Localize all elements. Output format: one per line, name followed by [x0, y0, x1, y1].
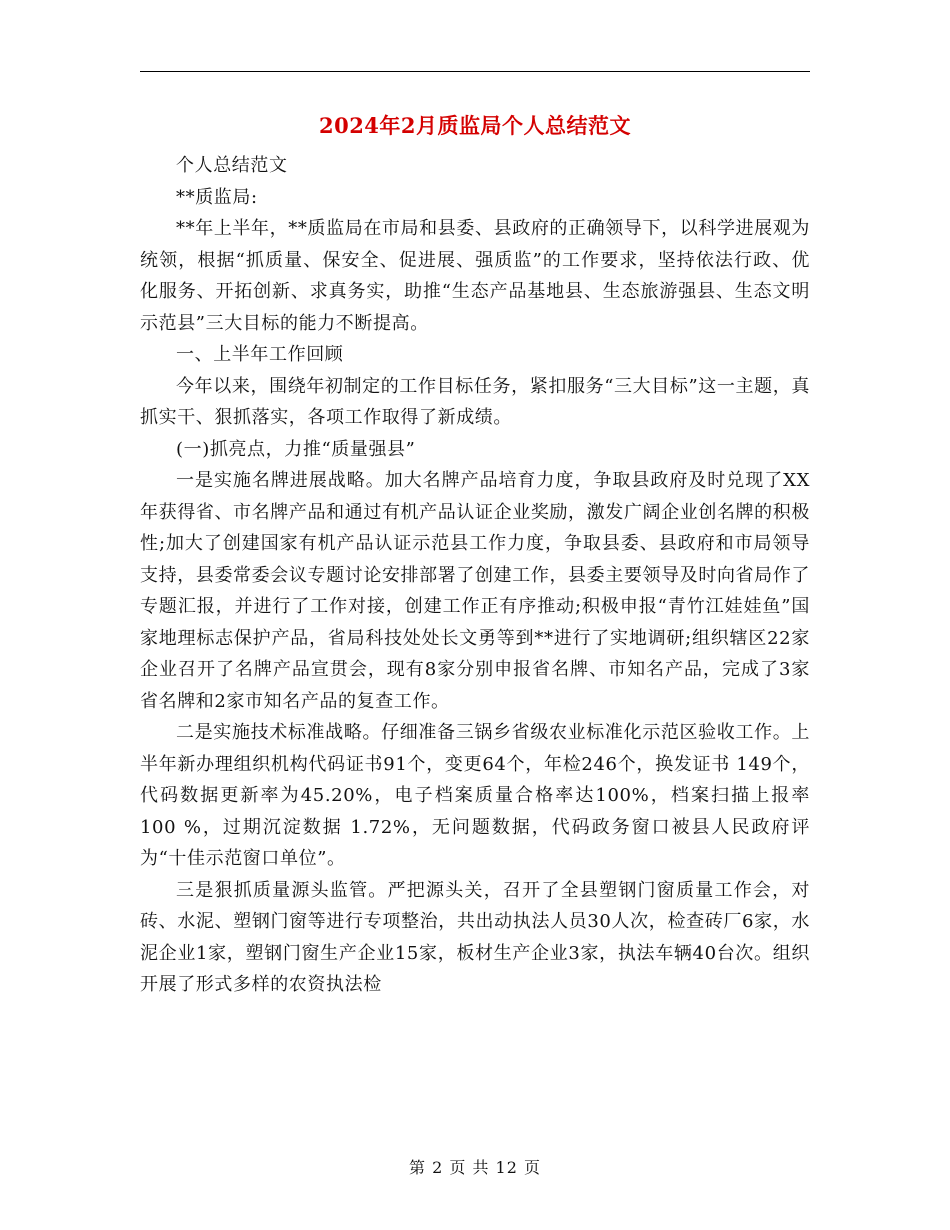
page-footer: 第 2 页 共 12 页 — [409, 1158, 541, 1177]
header-rule — [140, 71, 810, 72]
paragraph-source-supervision: 三是狠抓质量源头监管。严把源头关，召开了全县塑钢门窗质量工作会，对砖、水泥、塑钢门窗等进行专项整治，共出动执法人员30人次，检查砖厂6家，水泥企业1家，塑钢门窗生产企业15家，板材生产企业3家，执法车辆40台次。组织开展了形式多样的农资执法检 — [140, 879, 810, 995]
paragraph-brand-strategy: 一是实施名牌进展战略。加大名牌产品培育力度，争取县政府及时兑现了XX年获得省、市名牌产品和通过有机产品认证企业奖励，激发广阔企业创名牌的积极性;加大了创建国家有机产品认证示范县工作力度，争取县委、县政府和市局领导支持，县委常委会议专题讨论安排部署了创建工作，县委主要领导及时向省局作了专题汇报，并进行了工作对接，创建工作正有序推动;积极申报“青竹江娃娃鱼”国家地理标志保护产品，省局科技处处长文勇等到**进行了实地调研;组织辖区22家企业召开了名牌产品宣贯会，现有8家分别申报省名牌、市知名产品，完成了3家省名牌和2家市知名产品的复查工作。 — [140, 470, 810, 712]
paragraph-addressee: **质监局: — [176, 186, 258, 208]
paragraph-standards-strategy: 二是实施技术标准战略。仔细准备三锅乡省级农业标准化示范区验收工作。上半年新办理组织机构代码证书91个，变更64个，年检246个，换发证书 149个，代码数据更新率为45.20%，电子档案质量合格率达100%，档案扫描上报率 100 %，过期沉淀数据 1.72%，无问题数据，代码政务窗口被县人民政府评为“十佳示范窗口单位”。 — [140, 722, 810, 869]
paragraph-subtitle: 个人总结范文 — [176, 155, 288, 176]
paragraph-intro: **年上半年，**质监局在市局和县委、县政府的正确领导下，以科学进展观为统领，根据“抓质量、保安全、促进展、强质监”的工作要求，坚持依法行政、优化服务、开拓创新、求真务实，助推“生态产品基地县、生态旅游强县、生态文明示范县”三大目标的能力不断提高。 — [140, 218, 810, 334]
document-title: 2024年2月质监局个人总结范文 — [318, 113, 632, 138]
document-body — [140, 150, 810, 1001]
section-heading-review: 一、上半年工作回顾 — [176, 344, 344, 365]
subsection-heading-highlights: (一)抓亮点，力推“质量强县” — [176, 438, 416, 460]
paragraph-review-summary: 今年以来，围绕年初制定的工作目标任务，紧扣服务“三大目标”这一主题，真抓实干、狠抓落实，各项工作取得了新成绩。 — [140, 375, 810, 428]
